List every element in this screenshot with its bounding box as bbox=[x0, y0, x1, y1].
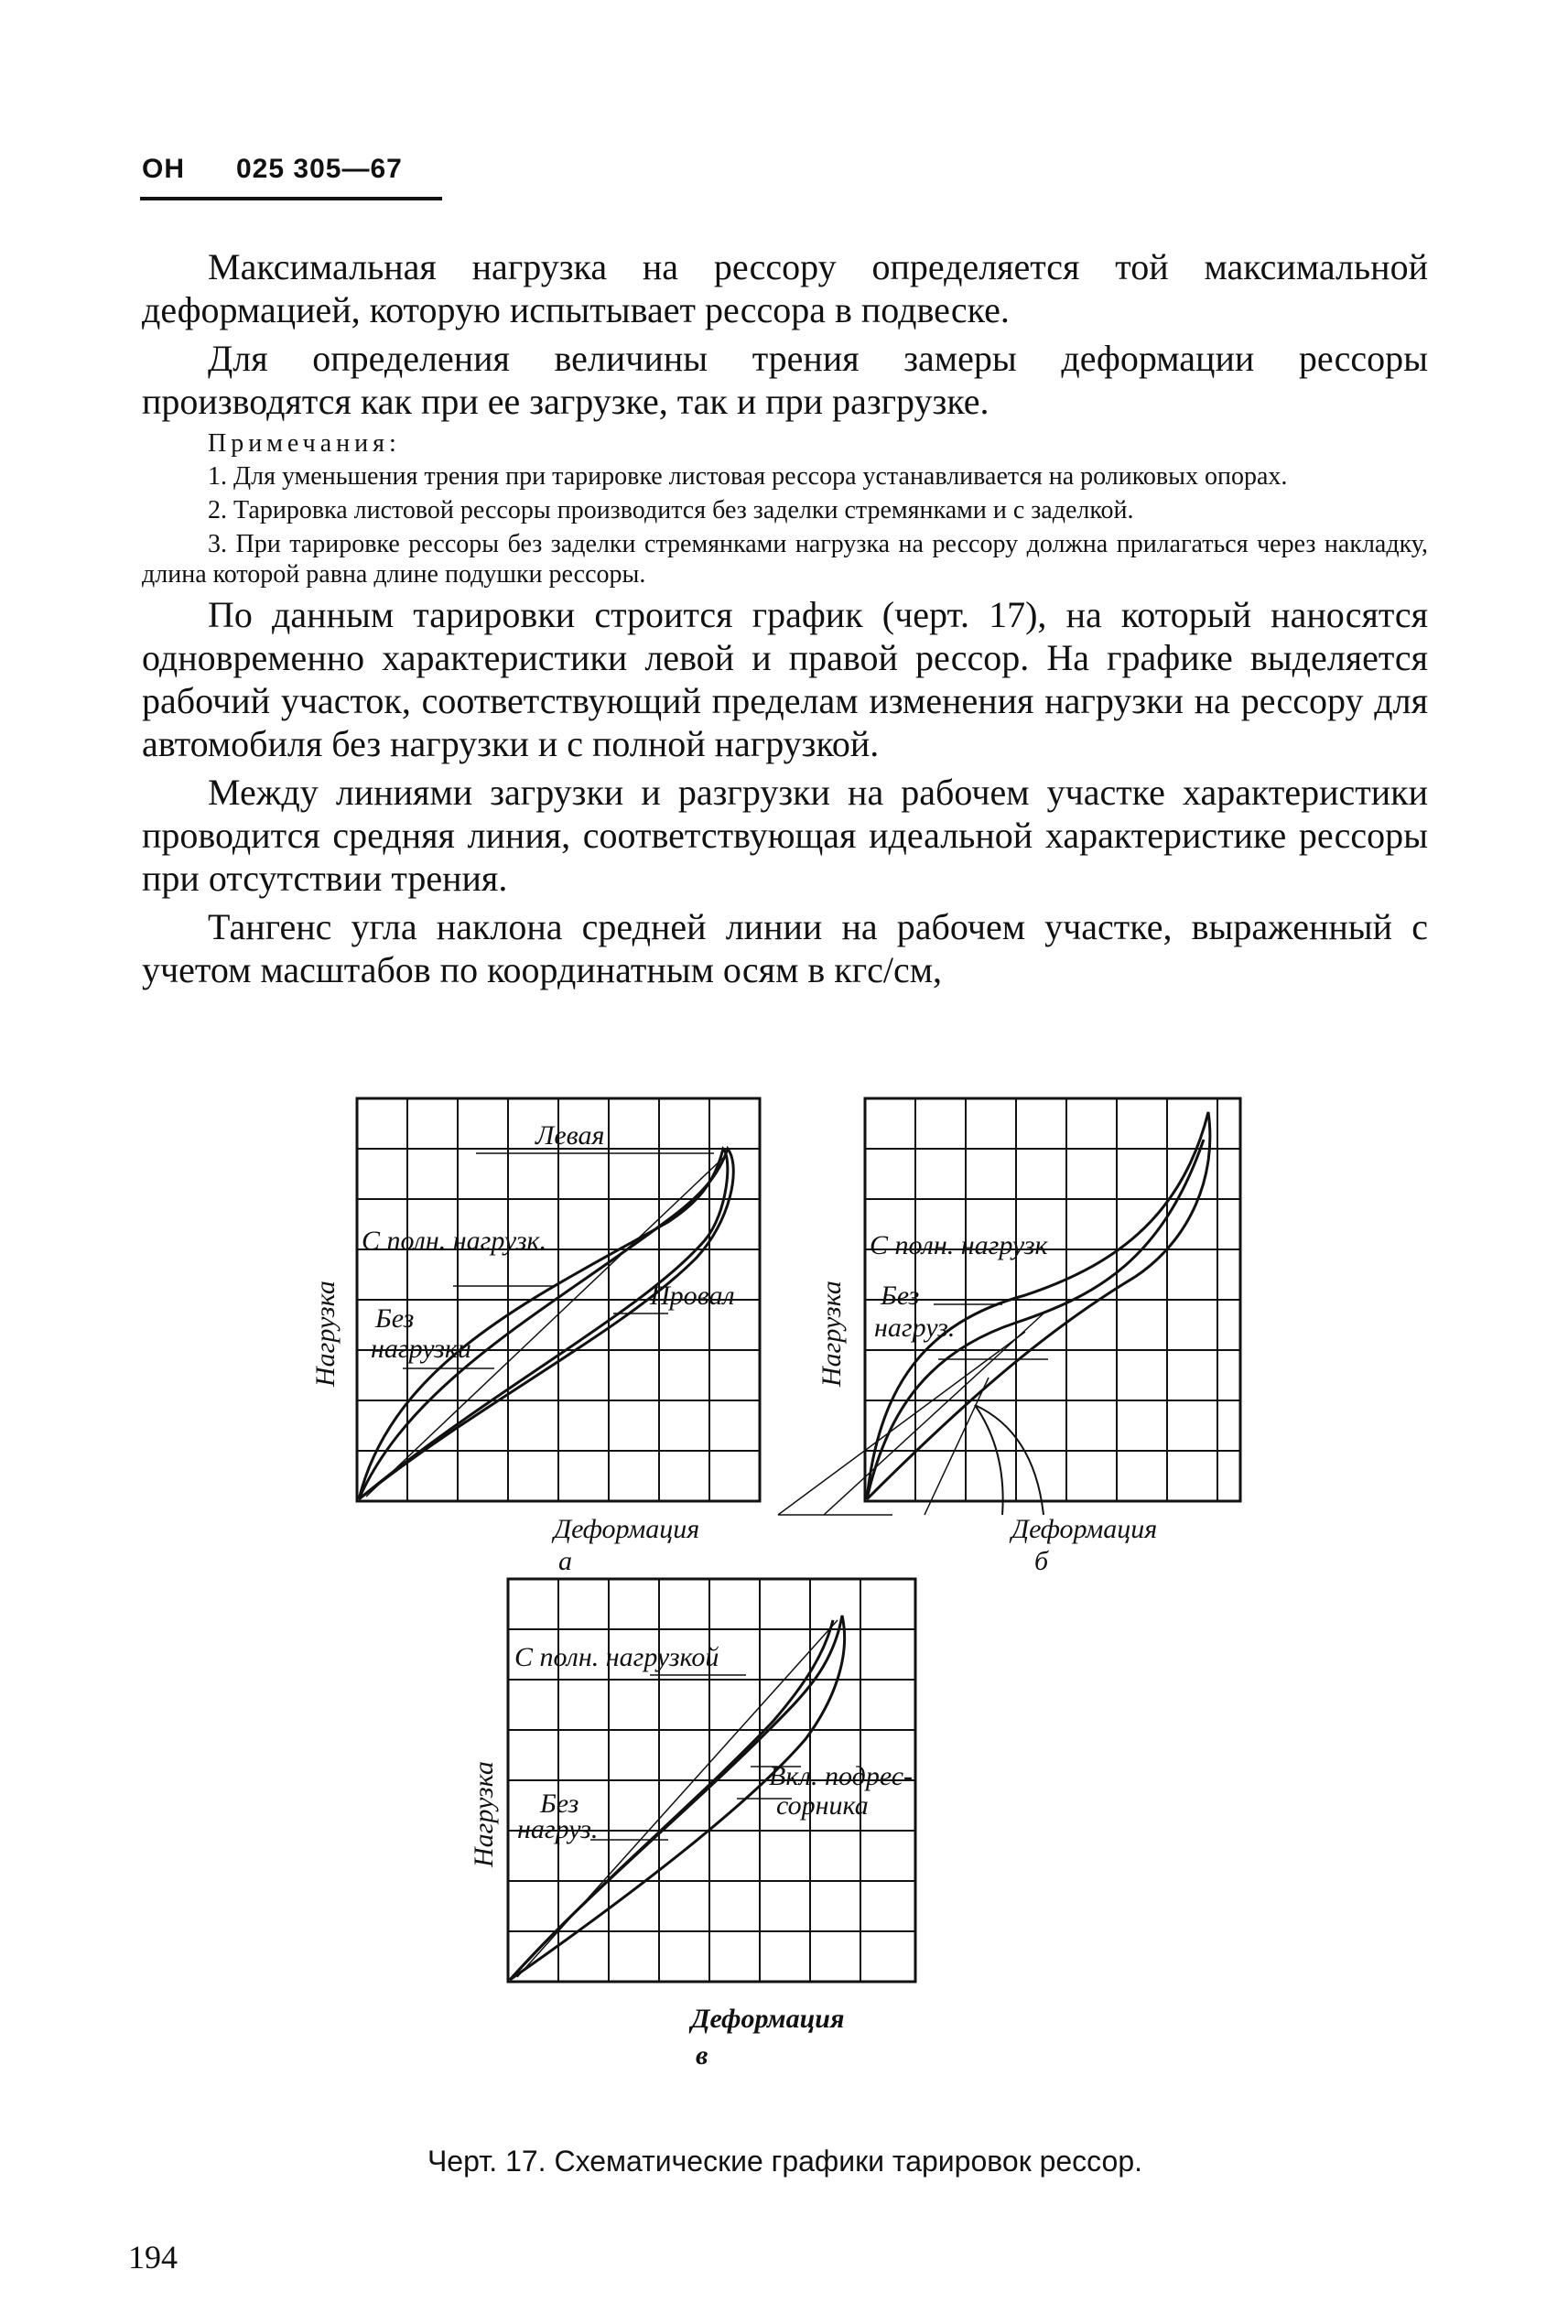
graph-b-label-no-load-1: Без bbox=[881, 1281, 920, 1311]
paragraph: По данным тарировки строится график (черт. 17), на который наносятся одновременно характеристики левой и правой рессор. На графике выделяется рабочий участок, соответствующий пределам изменения нагрузки на рессору для автомобиля без нагрузки и с полной нагрузкой. bbox=[142, 594, 1428, 764]
paragraph: Для определения величины трения замеры деформации рессоры производятся как при ее загрузке, так и при разгрузке. bbox=[142, 338, 1428, 422]
paragraph: Между линиями загрузки и разгрузки на рабочем участке характеристики проводится средняя линия, соответствующая идеальной характеристике рессоры при отсутствии трения. bbox=[142, 772, 1428, 899]
graph-a-letter: а bbox=[558, 1546, 572, 1576]
graph-v-label-helper-1: Вкл. подрес- bbox=[769, 1761, 914, 1791]
graph-v-label-no-load-2: нагруз. bbox=[517, 1814, 599, 1844]
graph-a-curves bbox=[359, 1149, 733, 1499]
graph-b-y-label: Нагрузка bbox=[816, 1281, 847, 1387]
note-item: 3. При тарировке рессоры без заделки стремянками нагрузка на рессору должна прилагаться через накладку, длина которой равна длине подушки рессоры. bbox=[142, 530, 1428, 589]
graph-a-y-label: Нагрузка bbox=[310, 1281, 341, 1387]
graph-a-label-full-load: С полн. нагрузк. bbox=[362, 1226, 547, 1256]
graph-b bbox=[806, 1085, 1281, 1576]
graph-v-letter: в bbox=[696, 2040, 708, 2070]
graph-b-x-label: Деформация bbox=[1011, 1514, 1158, 1544]
paragraph: Максимальная нагрузка на рессору определяется той максимальной деформацией, которую испытывает рессора в подвеске. bbox=[142, 246, 1428, 330]
graph-a-label-no-load-2: нагрузки bbox=[371, 1334, 471, 1364]
note-item: 1. Для уменьшения трения при тарировке листовая рессора устанавливается на роликовых опорах. bbox=[208, 462, 1288, 491]
graph-a-label-dip: Провал bbox=[650, 1281, 735, 1311]
graph-v-label-helper-2: сорника bbox=[776, 1790, 869, 1821]
page-number: 194 bbox=[128, 2239, 178, 2275]
graph-b-label-no-load-2: нагруз. bbox=[874, 1313, 956, 1343]
graph-v bbox=[467, 1565, 961, 2096]
graph-b-grid bbox=[865, 1098, 1240, 1501]
notes-title: Примечания: bbox=[208, 429, 401, 458]
graph-a-x-label: Деформация bbox=[554, 1514, 700, 1544]
graph-a-label-left: Левая bbox=[535, 1120, 605, 1151]
graph-a bbox=[310, 1085, 787, 1576]
header-code: 025 305—67 bbox=[236, 154, 403, 184]
figure-caption: Черт. 17. Схематические графики тарировок рессор. bbox=[427, 2145, 1143, 2178]
header-rule bbox=[140, 197, 442, 200]
header-prefix: ОН bbox=[142, 154, 185, 184]
note-item: 2. Тарировка листовой рессоры производится без заделки стремянками и с заделкой. bbox=[208, 496, 1134, 524]
graph-v-x-label: Деформация bbox=[691, 2004, 845, 2034]
graph-v-y-label: Нагрузка bbox=[469, 1761, 499, 1867]
graph-a-label-no-load-1: Без bbox=[375, 1303, 415, 1334]
graph-v-label-no-load-1: Без bbox=[540, 1789, 579, 1819]
text-block-1 bbox=[142, 245, 1428, 997]
paragraph: Тангенс угла наклона средней линии на рабочем участке, выраженный с учетом масштабов по координатным осям в кгс/см, bbox=[142, 906, 1428, 990]
graph-b-letter: б bbox=[1034, 1546, 1049, 1576]
page-header bbox=[142, 154, 403, 185]
graph-b-label-full-load: С полн. нагрузк bbox=[870, 1230, 1048, 1260]
graph-v-label-full-load: С полн. нагрузкой bbox=[514, 1642, 719, 1672]
